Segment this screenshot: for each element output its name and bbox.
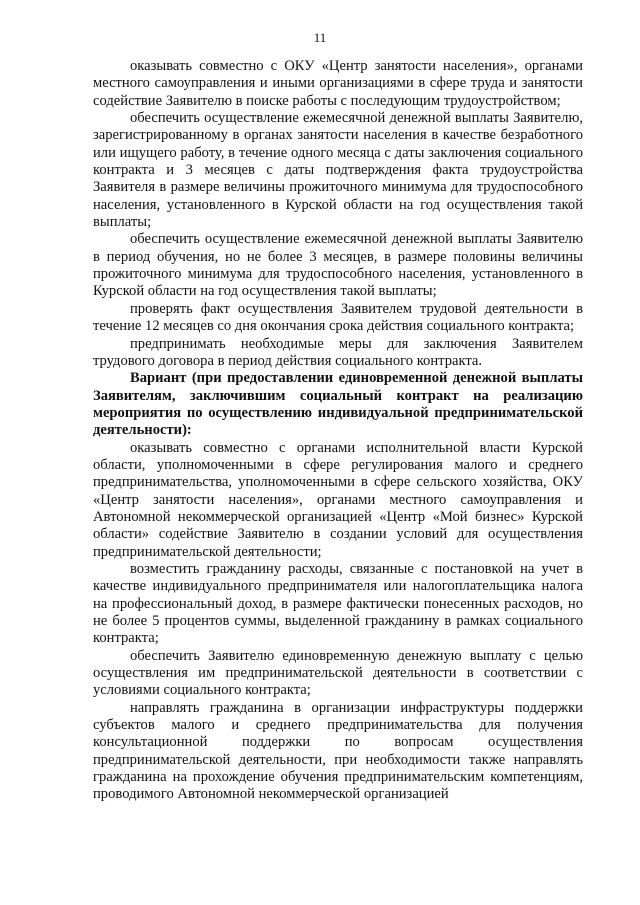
paragraph-business-conditions-assistance: оказывать совместно с органами исполнительной власти Курской области, уполномоченными в сфере регулирования малого и среднего предпринимательства, уполномоченными в сфере сельского хозяйства, ОКУ «Центр занятости населения», органами местного самоуправления и Автономной некоммерческой организацией «Центр «Мой бизнес» Курской области» содействие Заявителю в создании условий для осуществления предпринимательской деятельности; <box>93 439 583 560</box>
paragraph-consulting-referral: направлять гражданина в организации инфраструктуры поддержки субъектов малого и среднего предпринимательства для получения консультационной поддержки по вопросам осуществления предпринимательской деятельности, при необходимости также направлять гражданина на прохождение обучения предпринимательским компетенциям, проводимого Автономной некоммерческой организацией <box>93 699 583 803</box>
variant-heading-entrepreneurship: Вариант (при предоставлении единовременной денежной выплаты Заявителям, заключившим социальный контракт на реализацию мероприятия по осуществлению индивидуальной предпринимательской деятельности): <box>93 370 583 439</box>
page-number: 11 <box>313 30 327 45</box>
paragraph-registration-expense-refund: возместить гражданину расходы, связанные с постановкой на учет в качестве индивидуального предпринимателя или налогоплательщика налога на профессиональный доход, в размере фактически понесенных расходов, но не более 5 процентов суммы, выделенной гражданину в рамках социального контракта; <box>93 560 583 647</box>
paragraph-verify-employment: проверять факт осуществления Заявителем трудовой деятельности в течение 12 месяцев со дня окончания срока действия социального контракта; <box>93 300 583 335</box>
document-body <box>93 58 583 804</box>
paragraph-monthly-payment-unemployed: обеспечить осуществление ежемесячной денежной выплаты Заявителю, зарегистрированному в органах занятости населения в качестве безработного или ищущего работу, в течение одного месяца с даты заключения социального контракта и 3 месяцев с даты подтверждения факта трудоустройства Заявителя в размере величины прожиточного минимума для трудоспособного населения, установленного в Курской области на год осуществления такой выплаты; <box>93 110 583 231</box>
paragraph-lump-sum-payment: обеспечить Заявителю единовременную денежную выплату с целью осуществления им предпринимательской деятельности в соответствии с условиями социального контракта; <box>93 647 583 699</box>
paragraph-labor-contract-measures: предпринимать необходимые меры для заключения Заявителем трудового договора в период действия социального контракта. <box>93 335 583 369</box>
paragraph-monthly-payment-training: обеспечить осуществление ежемесячной денежной выплаты Заявителю в период обучения, но не более 3 месяцев, в размере половины величины прожиточного минимума для трудоспособного населения, установленного в Курской области на год осуществления такой выплаты; <box>93 231 583 300</box>
paragraph-job-search-assistance: оказывать совместно с ОКУ «Центр занятости населения», органами местного самоуправления и иными организациями в сфере труда и занятости содействие Заявителю в поиске работы с последующим трудоустройством; <box>93 58 583 109</box>
